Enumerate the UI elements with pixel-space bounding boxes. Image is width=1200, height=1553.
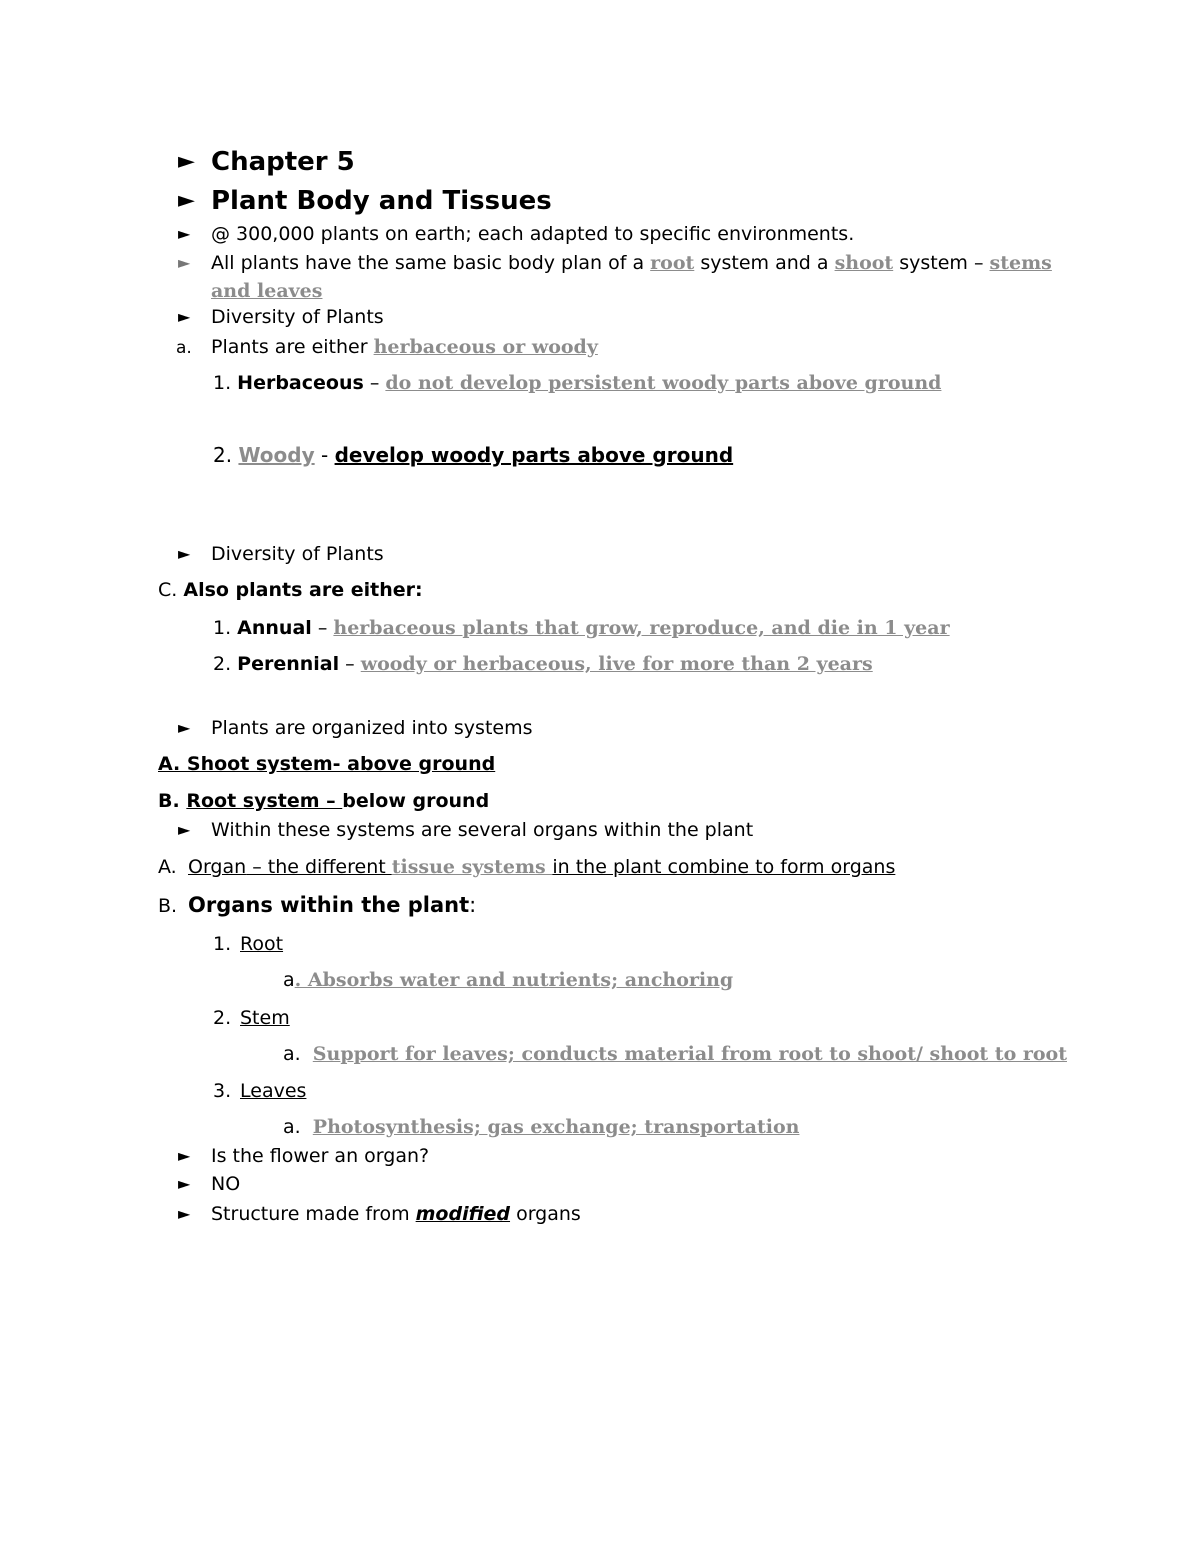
organ-root: Root (240, 933, 284, 955)
organ-number: 2. (213, 1007, 232, 1029)
woody-term: Woody (238, 443, 315, 467)
bullet-arrow-icon: ► (178, 718, 191, 737)
organ-leaves-detail: a. Photosynthesis; gas exchange; transportation (283, 1116, 800, 1138)
woody-definition: develop woody parts above ground (334, 443, 734, 467)
body-plan-line: All plants have the same basic body plan of a root system and a shoot system – stems (211, 252, 1052, 274)
list-marker: a. (176, 338, 192, 358)
bullet-arrow-icon: ► (178, 820, 191, 839)
also-line: C. Also plants are either: (158, 579, 423, 601)
body-plan-line-cont (211, 279, 322, 303)
blank-answer-root-function: . Absorbs water and nutrients; anchoring (294, 969, 734, 991)
bullet-arrow-icon: ► (178, 188, 195, 213)
bullet-arrow-icon: ► (178, 307, 191, 326)
modified-emphasis: modified (415, 1203, 511, 1225)
diversity-heading-2: Diversity of Plants (211, 543, 384, 565)
flower-answer: NO (211, 1173, 241, 1195)
chapter-heading: Chapter 5 (211, 147, 355, 177)
organ-stem-detail: a. Support for leaves; conducts material from root to shoot/ shoot to root (283, 1043, 1067, 1065)
blank-answer-shoot: shoot (834, 252, 894, 274)
blank-answer-annual: herbaceous plants that grow, reproduce, and die in 1 year (333, 617, 950, 639)
herbaceous-line: 1. Herbaceous – do not develop persistent woody parts above ground (213, 372, 942, 394)
chapter-title: Plant Body and Tissues (211, 186, 552, 216)
blank-answer-herbaceous-woody: herbaceous or woody (373, 336, 598, 358)
blank-answer-perennial: woody or herbaceous, live for more than 2 years (360, 653, 873, 675)
bullet-arrow-icon: ► (178, 224, 191, 243)
blank-answer-herbaceous: do not develop persistent woody parts above ground (385, 372, 942, 394)
woody-line: 2. Woody - develop woody parts above ground (213, 443, 734, 467)
perennial-line: 2. Perennial – woody or herbaceous, live for more than 2 years (213, 653, 873, 675)
organ-leaves: Leaves (240, 1080, 307, 1102)
diversity-heading: Diversity of Plants (211, 306, 384, 328)
within-systems-line: Within these systems are several organs within the plant (211, 819, 754, 841)
organs-heading: Organs within the plant: (188, 893, 477, 917)
flower-question: Is the flower an organ? (211, 1145, 430, 1167)
blank-answer-tissue-systems: tissue systems (391, 856, 553, 878)
structure-line: Structure made from modified organs (211, 1203, 581, 1225)
blank-answer-leaves-function: Photosynthesis; gas exchange; transportation (312, 1116, 800, 1138)
systems-heading: Plants are organized into systems (211, 717, 533, 739)
organ-stem: Stem (240, 1007, 290, 1029)
blank-answer-leaves: and leaves (211, 280, 323, 302)
blank-answer-root: root (650, 252, 695, 274)
bullet-arrow-icon: ► (178, 1204, 191, 1223)
bullet-arrow-icon: ► (178, 544, 191, 563)
bullet-arrow-icon: ► (178, 149, 195, 174)
either-line: Plants are either herbaceous or woody (211, 336, 598, 358)
organ-root-detail: a. Absorbs water and nutrients; anchoring (283, 969, 734, 991)
plants-count-line: @ 300,000 plants on earth; each adapted to specific environments. (211, 223, 855, 245)
list-marker: A. (158, 856, 177, 878)
bullet-arrow-icon: ► (178, 1174, 191, 1193)
organ-definition-line: Organ – the different tissue systems in the plant combine to form organs (188, 856, 896, 878)
shoot-system-line: A. Shoot system- above ground (158, 753, 496, 775)
root-system-line: B. Root system – below ground (158, 790, 490, 812)
blank-answer-stem-function: Support for leaves; conducts material from root to shoot/ shoot to root (312, 1043, 1067, 1065)
organ-number: 1. (213, 933, 232, 955)
bullet-arrow-icon: ► (178, 1146, 191, 1165)
blank-answer-stems: stems (989, 252, 1052, 274)
bullet-arrow-icon: ► (178, 253, 191, 272)
annual-line: 1. Annual – herbaceous plants that grow, reproduce, and die in 1 year (213, 617, 950, 639)
list-marker: B. (158, 895, 178, 917)
organ-number: 3. (213, 1080, 232, 1102)
